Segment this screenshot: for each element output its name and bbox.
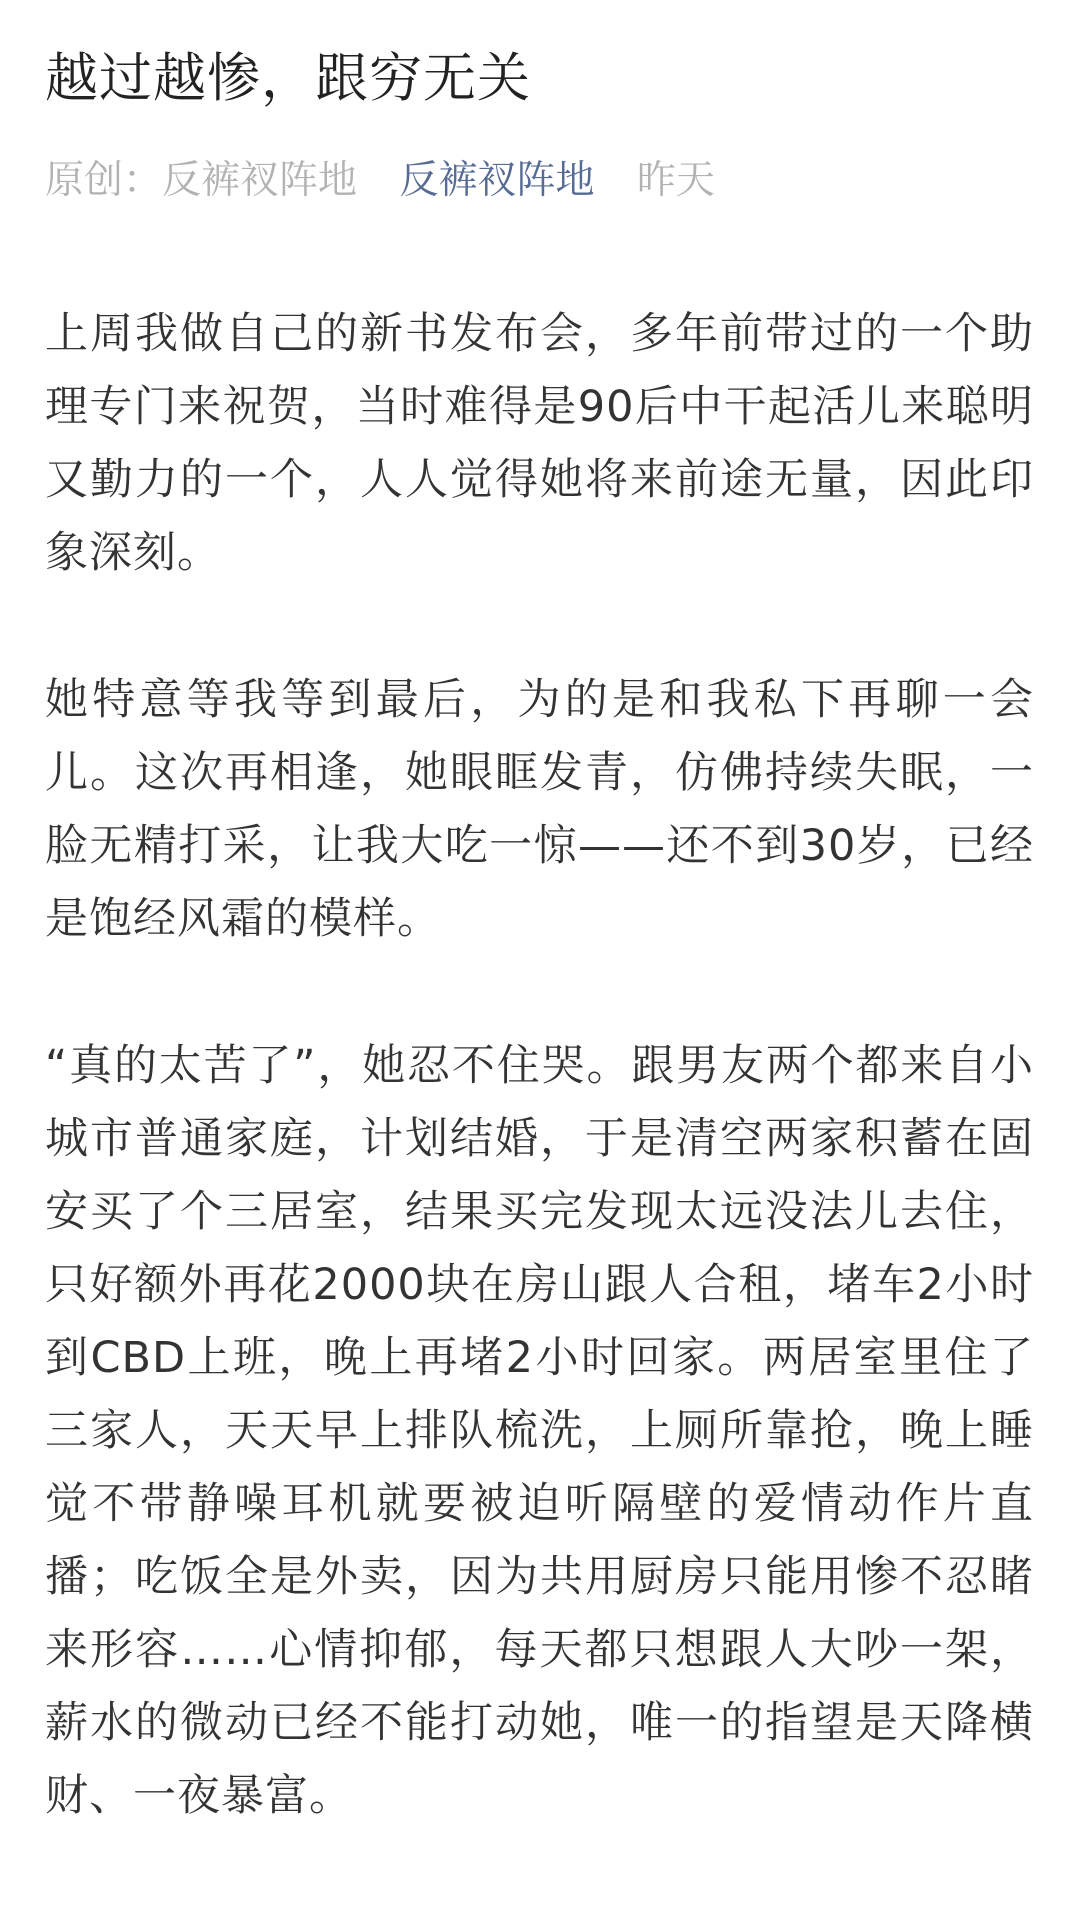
- original-label: 原创：: [45, 158, 163, 203]
- article-meta: [45, 156, 1034, 206]
- paragraph-2: 她特意等我等到最后，为的是和我私下再聊一会儿。这次再相逢，她眼眶发青，仿佛持续失眠，一脸无精打采，让我大吃一惊——还不到30岁，已经是饱经风霜的模样。: [45, 675, 1034, 944]
- publish-date: 昨天: [636, 158, 715, 203]
- account-link[interactable]: 反裤衩阵地: [399, 158, 595, 203]
- paragraph-1: 上周我做自己的新书发布会，多年前带过的一个助理专门来祝贺，当时难得是90后中干起活儿来聪明又勤力的一个，人人觉得她将来前途无量，因此印象深刻。: [45, 309, 1034, 578]
- author-name: 反裤衩阵地: [162, 158, 358, 203]
- paragraph-3: “真的太苦了”，她忍不住哭。跟男友两个都来自小城市普通家庭，计划结婚，于是清空两家积蓄在固安买了个三居室，结果买完发现太远没法儿去住，只好额外再花2000块在房山跟人合租，堵车2小时到CBD上班，晚上再堵2小时回家。两居室里住了三家人，天天早上排队梳洗，上厕所靠抢，晚上睡觉不带静噪耳机就要被迫听隔壁的爱情动作片直播；吃饭全是外卖，因为共用厨房只能用惨不忍睹来形容……心情抑郁，每天都只想跟人大吵一架，薪水的微动已经不能打动她，唯一的指望是天降横财、一夜暴富。: [45, 1041, 1034, 1821]
- article-body: [45, 298, 1034, 1833]
- article-title: 越过越惨，跟穷无关: [45, 48, 531, 109]
